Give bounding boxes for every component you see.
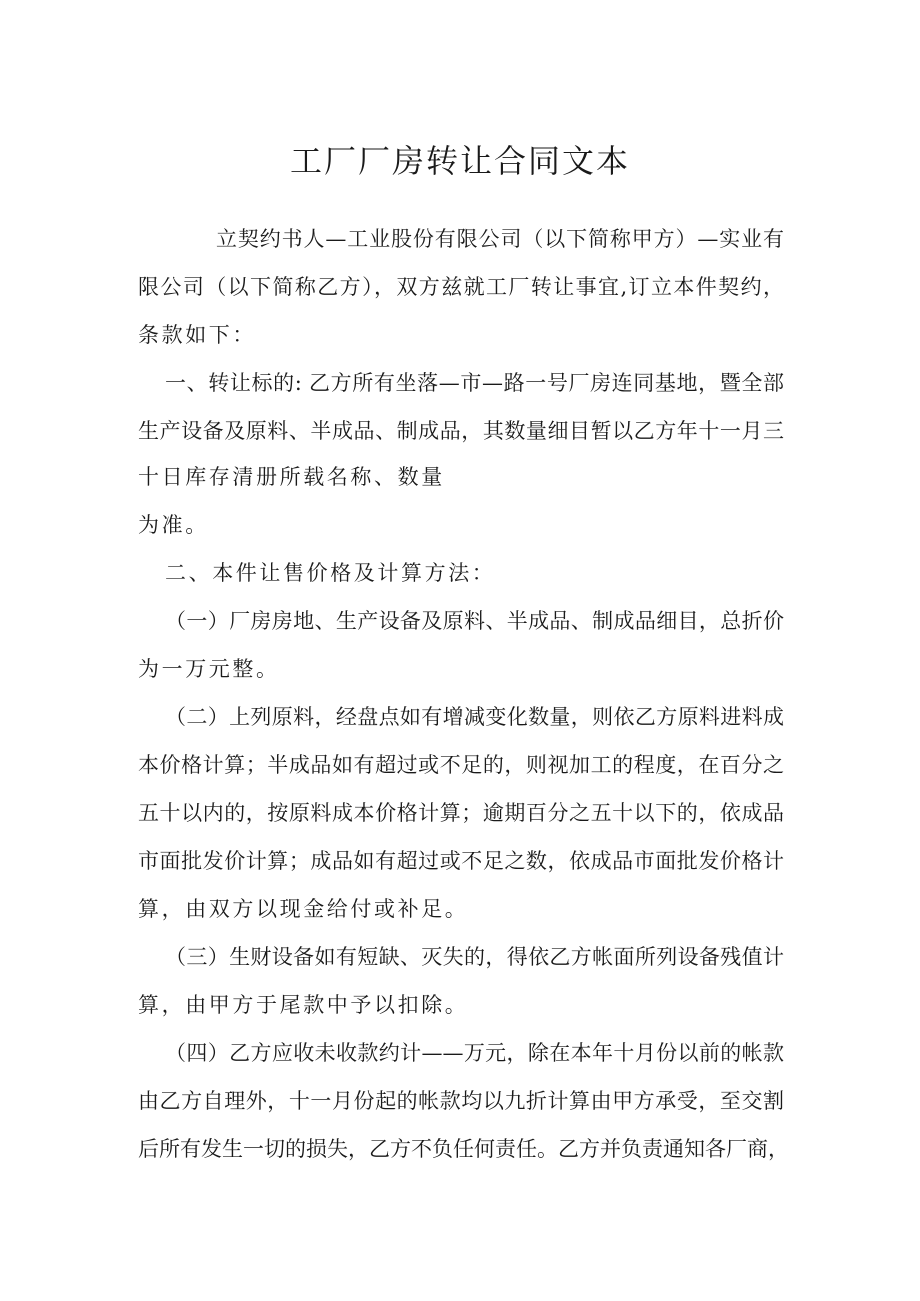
- paragraph-line: 生产设备及原料、半成品、制成品，其数量细目暂以乙方年十一月三: [138, 419, 784, 443]
- paragraph-line: 一、转让标的: 乙方所有坐落—市—路一号厂房连同基地，暨全部: [165, 371, 784, 395]
- paragraph-line: 十日库存清册所载名称、数量: [138, 465, 445, 489]
- paragraph-line: （一）厂房房地、生产设备及原料、半成品、制成品细目，总折价: [165, 609, 784, 633]
- paragraph-line: （三）生财设备如有短缺、灭失的，得依乙方帐面所列设备残值计: [165, 945, 784, 969]
- paragraph-line: 为一万元整。: [138, 657, 280, 681]
- paragraph-line: 条款如下：: [138, 323, 256, 347]
- paragraph-line: （二）上列原料，经盘点如有增减变化数量，则依乙方原料进料成: [165, 705, 784, 729]
- paragraph-line: 立契约书人—工业股份有限公司（以下简称甲方）—实业有: [216, 227, 784, 251]
- paragraph-line: 由乙方自理外，十一月份起的帐款均以九折计算由甲方承受，至交割: [138, 1089, 784, 1113]
- paragraph-line: 市面批发价计算；成品如有超过或不足之数，依成品市面批发价格计: [138, 849, 784, 873]
- paragraph-line: （四）乙方应收未收款约计——万元，除在本年十月份以前的帐款: [165, 1041, 784, 1065]
- paragraph-line: 五十以内的，按原料成本价格计算；逾期百分之五十以下的，依成品: [138, 801, 784, 825]
- paragraph-line: 限公司（以下简称乙方），双方兹就工厂转让事宜,订立本件契约，: [138, 275, 784, 299]
- paragraph-line: 二、本件让售价格及计算方法：: [165, 561, 496, 585]
- paragraph-line: 算，由甲方于尾款中予以扣除。: [138, 993, 469, 1017]
- paragraph-line: 为准。: [138, 513, 209, 537]
- paragraph-line: 算，由双方以现金给付或补足。: [138, 897, 469, 921]
- paragraph-line: 本价格计算；半成品如有超过或不足的，则视加工的程度，在百分之: [138, 753, 784, 777]
- page-title: 工厂厂房转让合同文本: [289, 142, 630, 180]
- paragraph-line: 后所有发生一切的损失，乙方不负任何责任。乙方并负责通知各厂商，: [138, 1137, 789, 1161]
